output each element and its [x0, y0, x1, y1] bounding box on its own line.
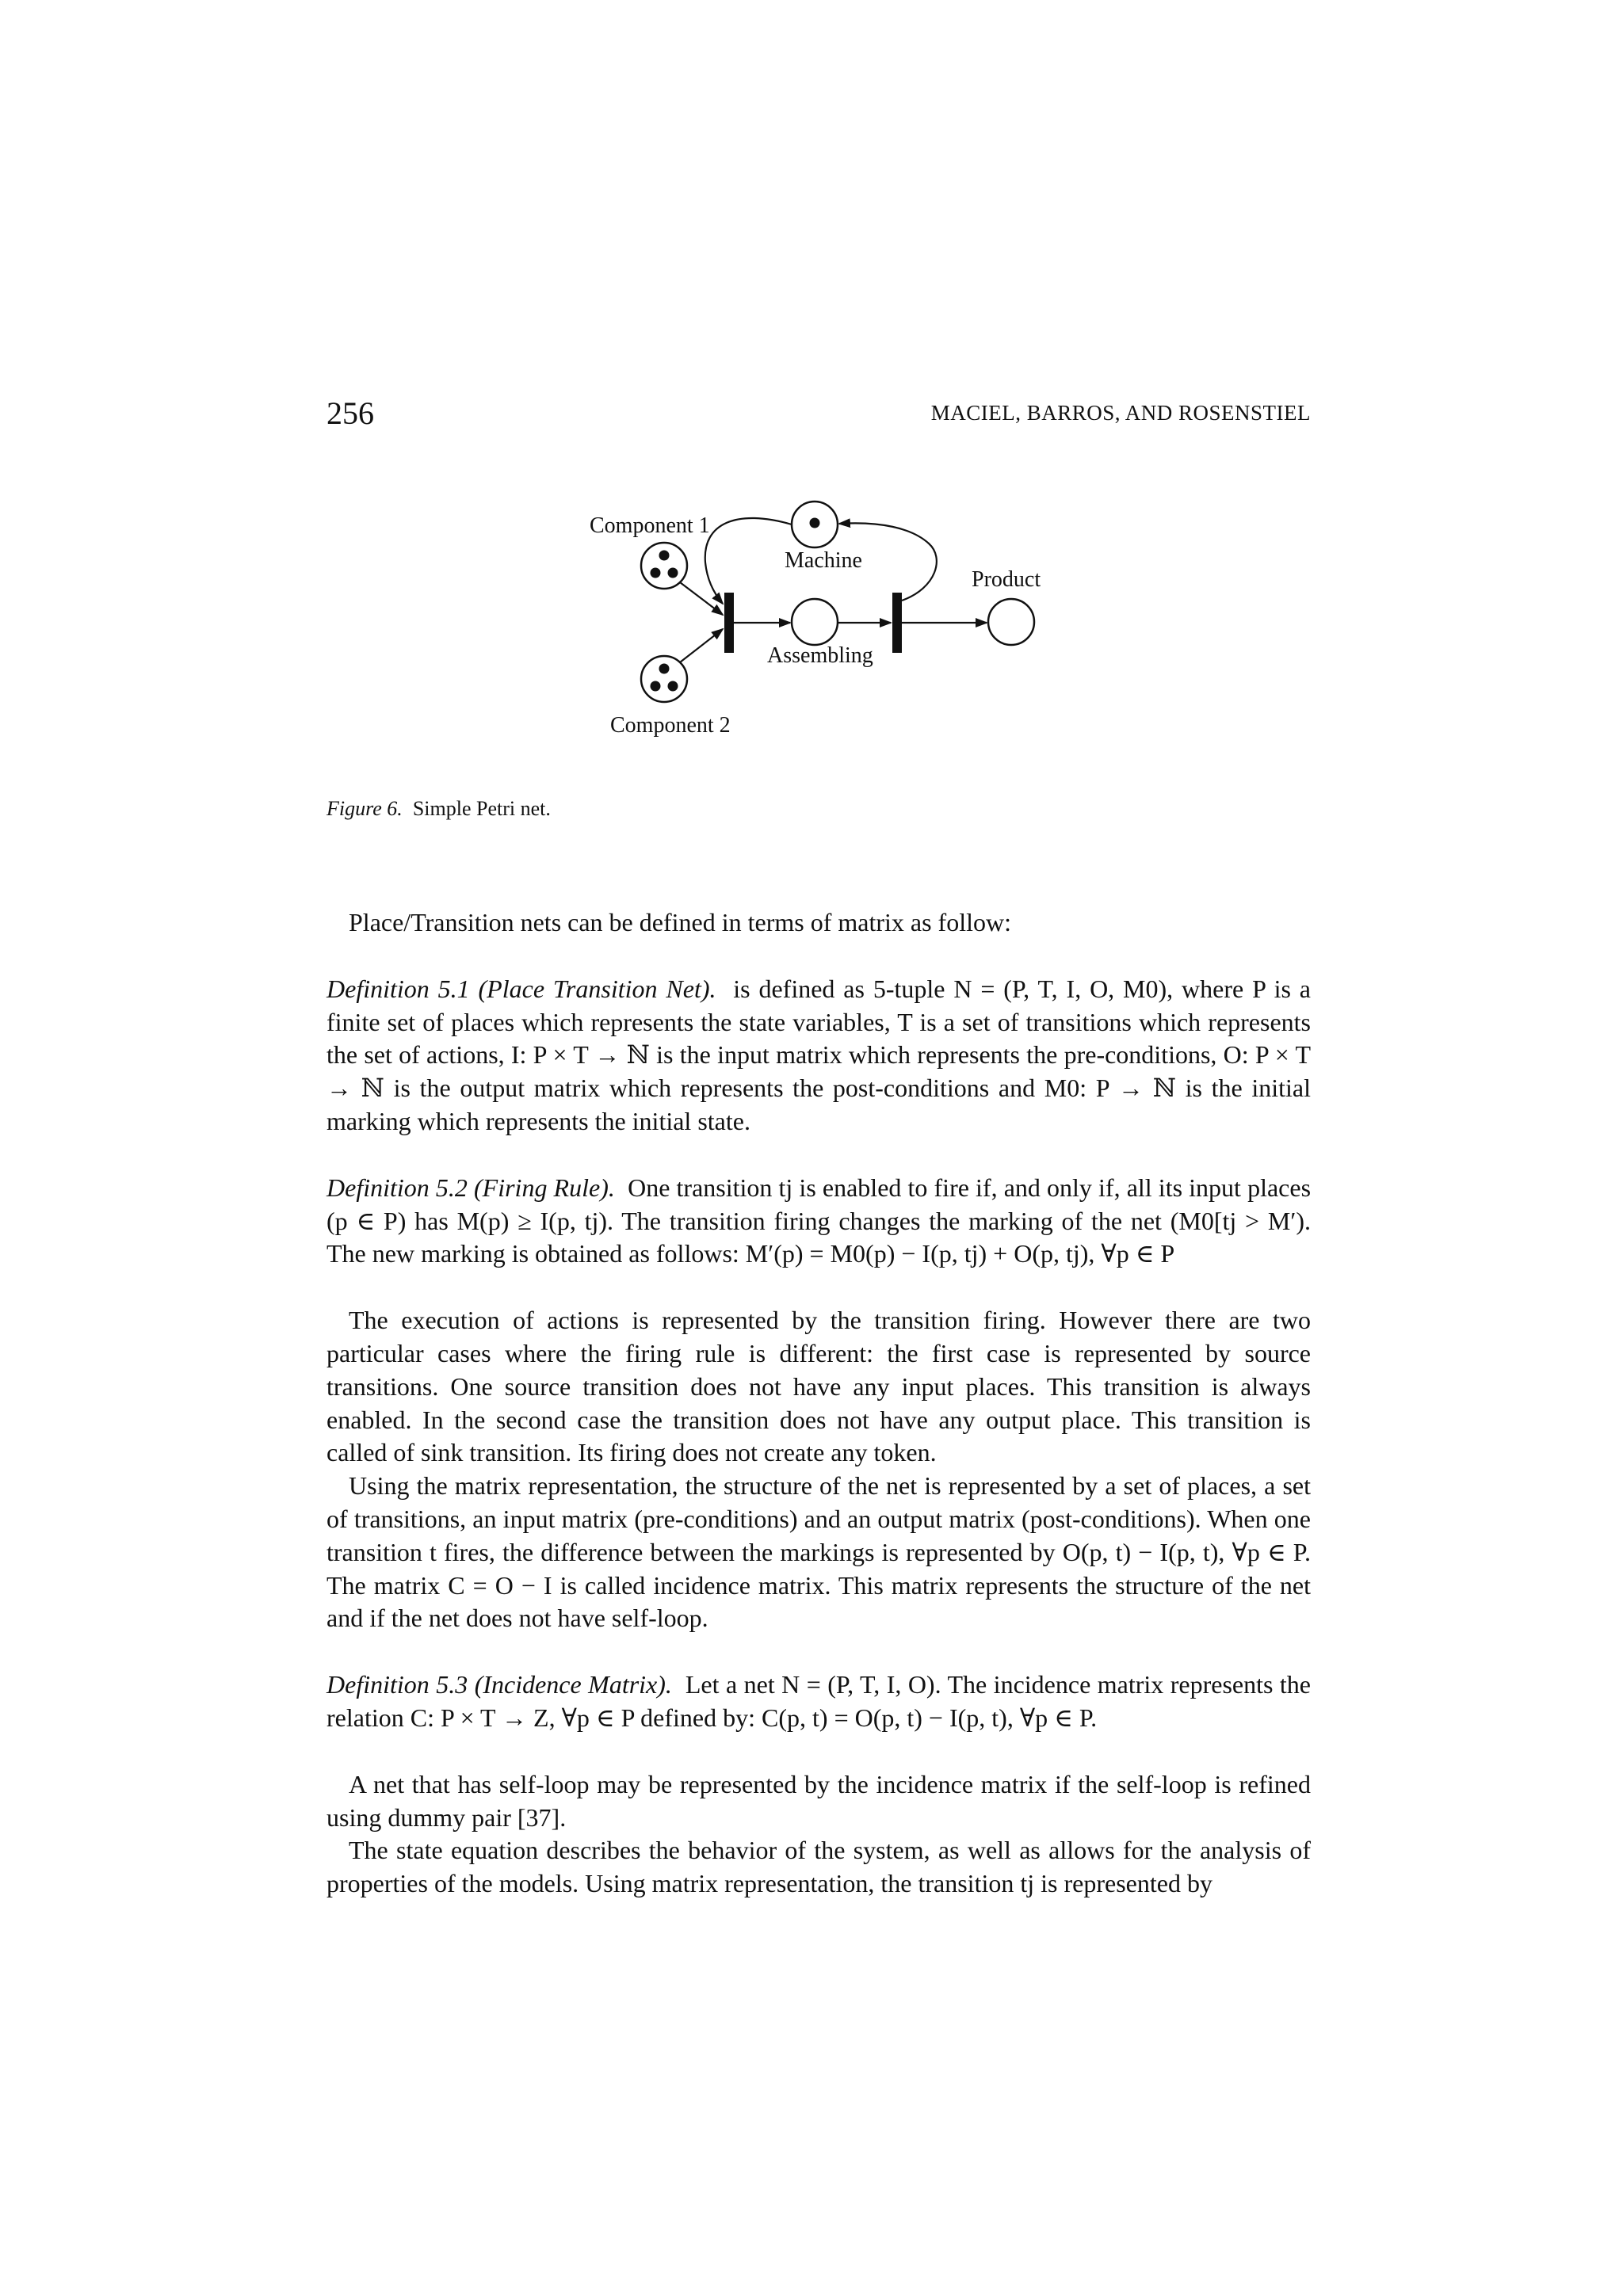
label-assembling: Assembling [767, 643, 873, 668]
transition-t2 [892, 593, 902, 653]
definition-label: Definition 5.1 (Place Transition Net). [327, 974, 716, 1003]
figure-caption [327, 797, 551, 821]
place-machine [792, 502, 838, 547]
transition-t1 [724, 593, 734, 653]
running-head: MACIEL, BARROS, AND ROSENSTIEL [930, 401, 1311, 425]
place-component2 [641, 656, 687, 702]
body-text [327, 906, 1311, 1901]
definition-text: Let a net N = (P, T, I, O). The incidence matrix represents the relation C: P × T → Z, ∀p ∈ P defined by: C(p, t) = O(p, t) − I(p, t), ∀p ∈ P. [327, 1670, 1312, 1732]
definition-label: Definition 5.2 (Firing Rule). [327, 1173, 615, 1202]
caption-label: Figure 6. [327, 797, 403, 820]
place-product [988, 599, 1034, 645]
definition-text: is defined as 5-tuple N = (P, T, I, O, M0), where P is a finite set of places which represents the state variables, T is a set of transitions which represents the set of actions, I: P × T → ℕ is the input matrix which represents the pre-conditions, O: P × T → ℕ is the output matrix which represents the post-conditions and M0: P → ℕ is the initial marking which represents the initial state. [327, 974, 1312, 1135]
place-component1 [641, 543, 687, 589]
label-product: Product [972, 567, 1041, 592]
definition-text: One transition tj is enabled to fire if, and only if, all its input places (p ∈ P) has M(p) ≥ I(p, tj). The transition firing changes the marking of the net (M0[tj > M′). The new marking is obtained as follows: M′(p) = M0(p) − I(p, tj) + O(p, tj), ∀p ∈ P [327, 1173, 1312, 1268]
label-machine: Machine [785, 548, 862, 573]
label-component1: Component 1 [590, 513, 710, 538]
definition-5-3 [327, 1669, 1311, 1735]
paragraph-execution: The execution of actions is represented by the transition firing. However there are two particular cases where the firing rule is different: the first case is represented by source transitions. One source transition does not have any input places. This transition is always enabled. In the second case the transition does not have any output place. This transition is called of sink transition. Its firing does not create any token. [327, 1306, 1311, 1467]
label-component2: Component 2 [610, 713, 731, 738]
definition-label: Definition 5.3 (Incidence Matrix). [327, 1670, 672, 1699]
definition-5-2 [327, 1172, 1311, 1271]
intro-paragraph: Place/Transition nets can be defined in terms of matrix as follow: [349, 908, 1011, 936]
paragraph-state-equation: The state equation describes the behavior of the system, as well as allows for the analysis of properties of the models. Using matrix representation, the transition tj is represented by [327, 1836, 1311, 1898]
arc-component1-t1 [680, 582, 723, 615]
petri-net-figure [0, 0, 1623, 761]
page-number: 256 [327, 395, 374, 431]
paragraph-self-loop: A net that has self-loop may be represented by the incidence matrix if the self-loop is refined using dummy pair [37]. [327, 1769, 1311, 1832]
arc-component2-t1 [680, 629, 723, 662]
definition-5-1 [327, 973, 1311, 1138]
place-assembling [792, 599, 838, 645]
paragraph-matrix-representation: Using the matrix representation, the structure of the net is represented by a set of places, a set of transitions, an input matrix (pre-conditions) and an output matrix (post-conditions). When one transition t fires, the difference between the markings is represented by O(p, t) − I(p, t), ∀p ∈ P. The matrix C = O − I is called incidence matrix. This matrix represents the structure of the net and if the net does not have self-loop. [327, 1471, 1311, 1633]
caption-text: Simple Petri net. [412, 797, 551, 820]
arc-machine-t1 [705, 518, 792, 604]
